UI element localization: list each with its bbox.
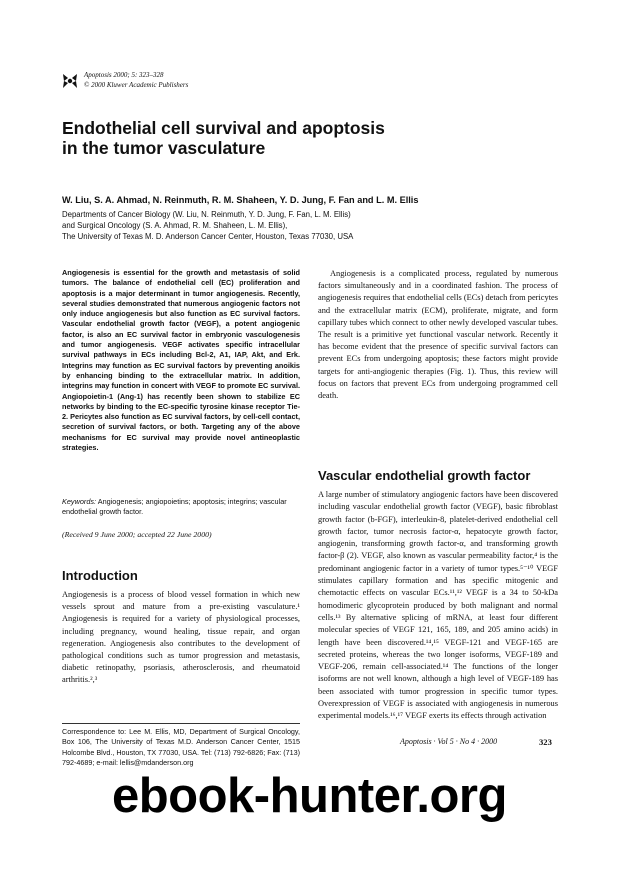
journal-line-1: Apoptosis 2000; 5: 323–328 (84, 71, 164, 79)
publisher-logo-icon (62, 72, 78, 90)
running-footer: Apoptosis · Vol 5 · No 4 · 2000 (400, 737, 498, 746)
affiliation-line-2: and Surgical Oncology (S. A. Ahmad, R. M. Shaheen, L. M. Ellis), (62, 221, 288, 230)
footnote-divider (62, 723, 300, 724)
title-line-1: Endothelial cell survival and apoptosis (62, 118, 385, 138)
section-heading-introduction: Introduction (62, 568, 138, 583)
article-title (62, 118, 482, 158)
keywords (62, 497, 300, 518)
title-line-2: in the tumor vasculature (62, 138, 266, 158)
page-number: 323 (539, 737, 552, 747)
vegf-paragraph: A large number of stimulatory angiogenic factors have been discovered including vascular endothelial growth factor (VEGF), basic fibroblast growth factor (b-FGF), interleukin-8, platelet-derived endothelial cell growth factor, tumor necrosis factor-α, hepatocyte growth factor, angiogenin, transforming growth factor-α, and transforming growth factor-β (2). VEGF, also known as vascular permeability factor,⁴ is the predominant angiogenic factor in a variety of tumor types.⁵⁻¹⁰ VEGF stimulates capillary formation and has specific mitogenic and chemotactic effects on vascular ECs.¹¹,¹² VEGF is a 34 to 50-kDa homodimeric glycoprotein produced by both malignant and normal cells.¹³ By alternative splicing of mRNA, at least four different molecular species of VEGF 121, 165, 189, and 205 amino acids) in length have been discovered.¹⁴,¹⁵ VEGF-121 and VEGF-165 are secreted proteins, whereas the two longer isoforms, VEGF-189 and VEGF-206, remain cell-associated.¹⁴ The functions of the longer isoforms are not well known, although a high level of VEGF-189 has been associated with tumor progression in specific tumor types. Overexpression of VEGF is associated with angiogenesis in numerous experimental models.¹⁶,¹⁷ VEGF exerts its effects through activation (318, 490, 558, 721)
journal-line-2: © 2000 Kluwer Academic Publishers (84, 81, 189, 89)
introduction-text: Angiogenesis is a process of blood vessel formation in which new vessels sprout and mature from a pre-existing vasculature.¹ Angiogenesis is required for a variety of physiological processes, including pregnancy, wound healing, tissue repair, and organ regeneration. Angiogenesis also contributes to the development of pathological conditions such as tumor progression and metastasis, diabetic retinopathy, psoriasis, atherosclerosis, and rheumatoid arthritis.²,³ (62, 590, 300, 685)
affiliation-line-1: Departments of Cancer Biology (W. Liu, N. Reinmuth, Y. D. Jung, F. Fan, L. M. Ellis) (62, 210, 351, 219)
correspondence-note: Correspondence to: Lee M. Ellis, MD, Department of Surgical Oncology, Box 106, The University of Texas M.D. Anderson Cancer Center, 1515 Holcombe Blvd., Houston, TX 77030, USA. Tel: (713) 792-6826; Fax: (713) 792-4689; e-mail: lellis@mdanderson.org (62, 727, 300, 768)
abstract: Angiogenesis is essential for the growth and metastasis of solid tumors. The balance of endothelial cell (EC) proliferation and apoptosis is a major determinant in tumor angiogenesis. Recently, several studies demonstrated that numerous angiogenic factors not only induce angiogenesis but also function as EC survival factors. Vascular endothelial growth factor (VEGF), a potent angiogenic factor, is also an EC survival factor in embryonic vasculogenesis and tumor angiogenesis. VEGF activates specific intracellular survival pathways in ECs including Bcl-2, A1, IAP, Akt, and Erk. Integrins may function as EC survival factors by preventing anoikis by enhancing binding to the extracellular matrix. In addition, integrins may function in concert with VEGF to promote EC survival. Angiopoietin-1 (Ang-1) has recently been shown to stabilize EC networks by binding to the EC-specific tyrosine kinase receptor Tie-2. Pericytes also function as EC survival factors, by cell-cell contact, secretion of survival factors, or both. Targeting any of the above mechanisms for EC survival may provide novel antineoplastic strategies. (62, 268, 300, 453)
journal-citation (84, 70, 188, 90)
keywords-text: Angiogenesis; angiopoietins; apoptosis; integrins; vascular endothelial growth factor. (62, 497, 287, 517)
intro-paragraph-right: Angiogenesis is a complicated process, regulated by numerous factors simultaneously and in a coordinated fashion. The process of angiogenesis requires that endothelial cells (ECs) detach from pericytes and the extracellular matrix (ECM), proliferate, migrate, and form capillary tubes which connect to other newly developed vascular tubes. The result is a primitive yet functional vascular network. Recently it has become evident that the presence of specific survival factors can prevent ECs from undergoing apoptosis; these factors might provide targets for anti-angiogenic therapies (Fig. 1). Thus, this review will focus on factors that prevent ECs from undergoing programmed cell death. (318, 269, 559, 401)
watermark: ebook-hunter.org (112, 769, 507, 823)
affiliations (62, 209, 562, 242)
keywords-label: Keywords: (62, 497, 97, 506)
section-heading-vegf: Vascular endothelial growth factor (318, 468, 531, 483)
affiliation-line-3: The University of Texas M. D. Anderson Cancer Center, Houston, Texas 77030, USA (62, 232, 354, 241)
received-dates: (Received 9 June 2000; accepted 22 June 2000) (62, 530, 212, 539)
author-list: W. Liu, S. A. Ahmad, N. Reinmuth, R. M. Shaheen, Y. D. Jung, F. Fan and L. M. Ellis (62, 195, 419, 205)
